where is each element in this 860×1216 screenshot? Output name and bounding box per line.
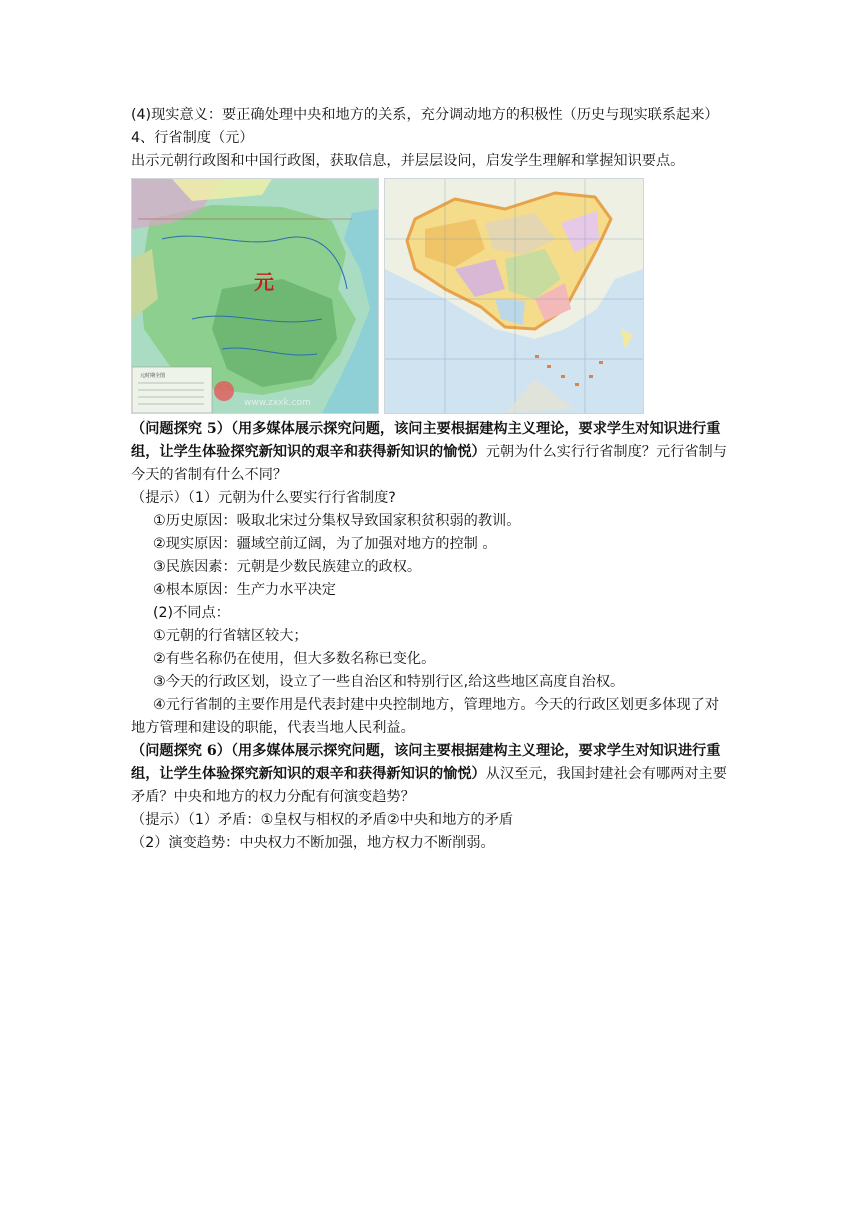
inquiry-5-question xyxy=(131,418,731,487)
hint-6-contradictions: （提示）（1）矛盾：①皇权与相权的矛盾②中央和地方的矛盾 xyxy=(131,812,514,828)
yuan-map-legend-title: 元时期全图 xyxy=(140,373,166,379)
hint-5-ethnic-factor: ③民族因素：元朝是少数民族建立的政权。 xyxy=(153,559,422,575)
significance-paragraph: (4)现实意义：要正确处理中央和地方的关系，充分调动地方的积极性（历史与现实联系起来） xyxy=(131,107,719,123)
inquiry-5-lead: （问题探究 5）（用多媒体展示探究问题，该问主要根据建构主义理论，要求学生对知识进行重组，让学生体验探究新知识的艰辛和获得新知识的愉悦） xyxy=(131,421,721,460)
map-figures xyxy=(131,178,731,414)
map-intro-paragraph: 出示元朝行政图和中国行政图，获取信息，并层层设问，启发学生理解和掌握知识要点。 xyxy=(131,153,685,169)
yuan-map-watermark: www.zxxk.com xyxy=(244,398,311,408)
hint-5-difference-1: ①元朝的行省辖区较大； xyxy=(153,628,308,644)
inquiry-5-text: 元朝为什么实行行省制度？元行省制与今天的省制有什么不同？ xyxy=(131,444,727,483)
inquiry-6-question xyxy=(131,740,731,809)
hint-5-root-reason: ④根本原因：生产力水平决定 xyxy=(153,582,336,598)
inquiry-6-text: 从汉至元，我国封建社会有哪两对主要矛盾？中央和地方的权力分配有何演变趋势？ xyxy=(131,766,727,805)
yuan-map-label: 元 xyxy=(254,270,274,294)
hint-5-practical-reason: ②现实原因：疆域空前辽阔，为了加强对地方的控制 。 xyxy=(153,536,497,552)
hint-5-differences-heading: (2)不同点： xyxy=(153,605,230,621)
yuan-dynasty-map xyxy=(131,178,379,414)
inquiry-6-lead: （问题探究 6）（用多媒体展示探究问题，该问主要根据建构主义理论，要求学生对知识进行重组，让学生体验探究新知识的艰辛和获得新知识的愉悦） xyxy=(131,743,721,782)
china-administrative-map xyxy=(384,178,644,414)
hint-5-heading: （提示）（1）元朝为什么要实行行省制度? xyxy=(131,490,396,506)
section-heading-province-system: 4、行省制度（元） xyxy=(131,130,254,146)
hint-5-historical-reason: ①历史原因：吸取北宋过分集权导致国家积贫积弱的教训。 xyxy=(153,513,521,529)
document-body xyxy=(131,104,731,855)
hint-5-difference-2: ②有些名称仍在使用，但大多数名称已变化。 xyxy=(153,651,436,667)
hint-6-trend: （2）演变趋势：中央权力不断加强，地方权力不断削弱。 xyxy=(131,835,495,851)
hint-5-difference-4: ④元行省制的主要作用是代表封建中央控制地方，管理地方。今天的行政区划更多体现了对地方管理和建设的职能，代表当地人民利益。 xyxy=(131,697,720,736)
hint-5-difference-3: ③今天的行政区划，设立了一些自治区和特别行区,给这些地区高度自治权。 xyxy=(153,674,625,690)
